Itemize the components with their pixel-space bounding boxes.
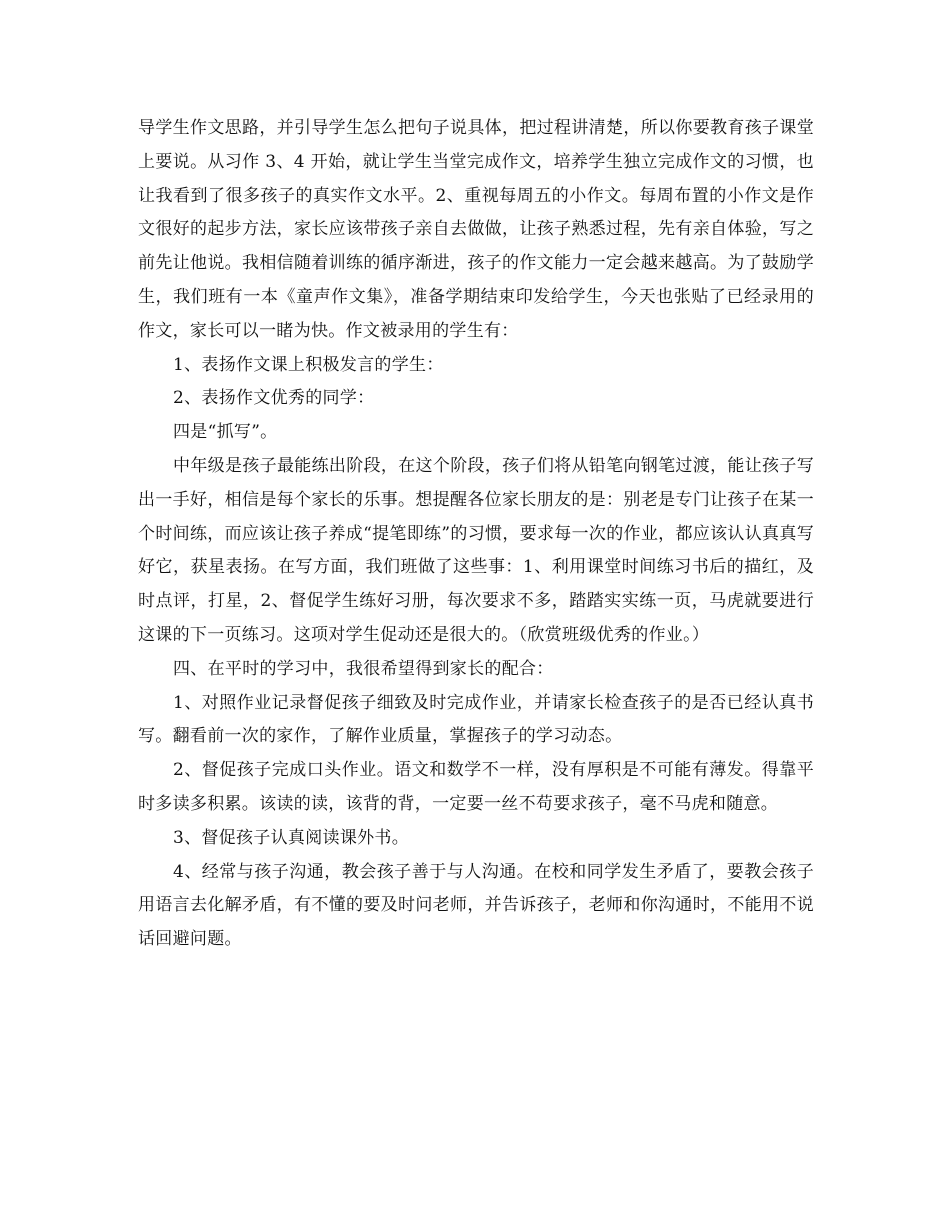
paragraph-essay-guidance: 导学生作文思路，并引导学生怎么把句子说具体，把过程讲清楚，所以你要教育孩子课堂上要说。从习作 3、4 开始，就让学生当堂完成作文，培养学生独立完成作文的习惯，也让我看到了很多孩子的真实作文水平。2、重视每周五的小作文。每周布置的小作文是作文很好的起步方法，家长应该带孩子亲自去做做，让孩子熟悉过程，先有亲自体验，写之前先让他说。我相信随着训练的循序渐进，孩子的作文能力一定会越来越高。为了鼓励学生，我们班有一本《童声作文集》，准备学期结束印发给学生，今天也张贴了已经录用的作文，家长可以一睹为快。作文被录用的学生有： [138,118,814,341]
list-item-oral-homework: 2、督促孩子完成口头作业。语文和数学不一样，没有厚积是不可能有薄发。得靠平时多读多积累。该读的读，该背的背，一定要一丝不苟要求孩子，毫不马虎和随意。 [138,760,814,814]
list-item-homework-check: 1、对照作业记录督促孩子细致及时完成作业，并请家长检查孩子的是否已经认真书写。翻看前一次的家作，了解作业质量，掌握孩子的学习动态。 [138,692,814,747]
document-page [138,112,814,957]
list-item-communication: 4、经常与孩子沟通，教会孩子善于与人沟通。在校和同学发生矛盾了，要教会孩子用语言去化解矛盾，有不懂的要及时问老师，并告诉孩子，老师和你沟通时，不能用不说话回避问题。 [138,861,814,950]
paragraph-handwriting-practice: 中年级是孩子最能练出阶段，在这个阶段，孩子们将从铅笔向钢笔过渡，能让孩子写出一手好，相信是每个家长的乐事。想提醒各位家长朋友的是：别老是专门让孩子在某一个时间练，而应该让孩子养成“提笔即练”的习惯，要求每一次的作业，都应该认认真真写好它，获星表扬。在写方面，我们班做了这些事：1、利用课堂时间练习书后的描红，及时点评，打星，2、督促学生练好习册，每次要求不多，踏踏实实练一页，马虎就要进行这课的下一页练习。这项对学生促动还是很大的。（欣赏班级优秀的作业。） [138,455,814,645]
section-heading-writing: 四是“抓写”。 [173,422,278,443]
paragraph-praise-speakers: 1、表扬作文课上积极发言的学生： [173,354,444,375]
paragraph-praise-excellent: 2、表扬作文优秀的同学： [173,388,375,409]
list-item-reading: 3、督促孩子认真阅读课外书。 [173,827,410,848]
section-heading-parent-cooperation: 四、在平时的学习中，我很希望得到家长的配合： [173,658,554,679]
